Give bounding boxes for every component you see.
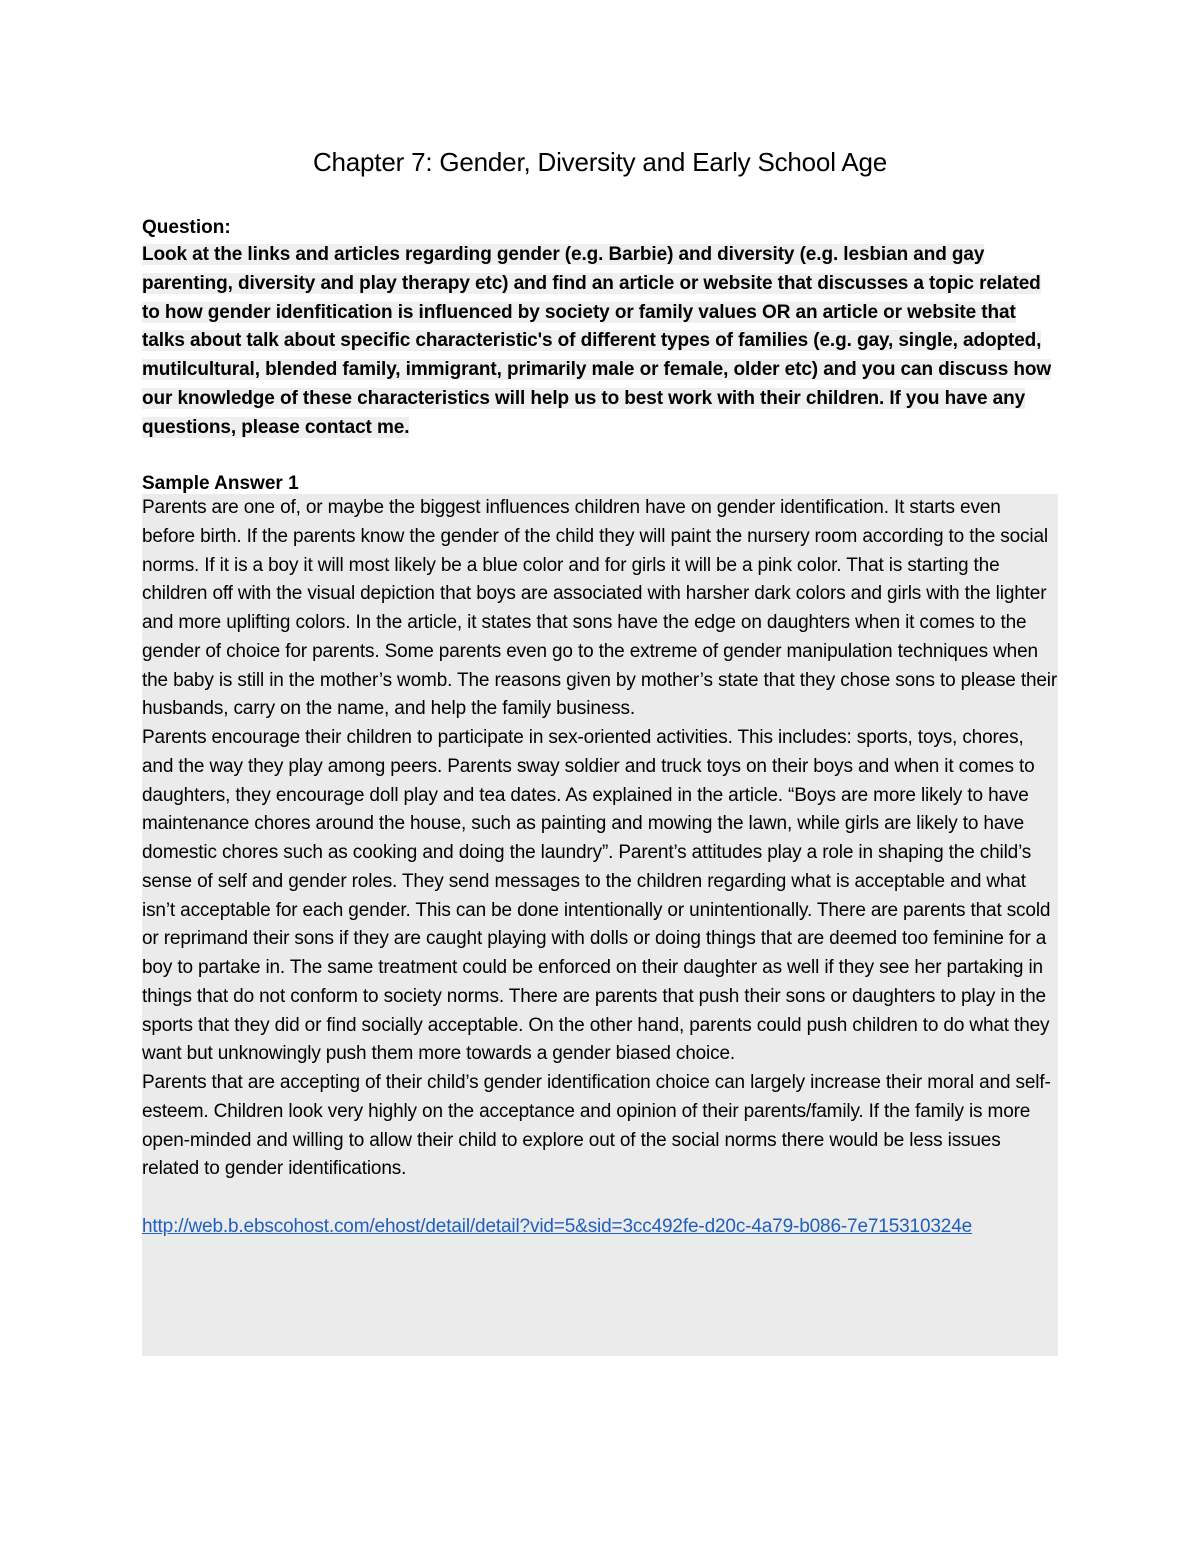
question-text-content: Look at the links and articles regarding gender (e.g. Barbie) and diversity (e.g. lesbian and gay parenting, diversity and play therapy etc) and find an article or website that discusses a topic related to how gender idenfitication is influenced by society or family values OR an article or website that talks about talk about specific characteristic's of different types of families (e.g. gay, single, adopted, mutilcultural, blended family, immigrant, primarily male or female, older etc) and you can discuss how our knowledge of these characteristics will help us to best work with their children. If you have any questions, please contact me. bbox=[142, 244, 1052, 438]
page-title: Chapter 7: Gender, Diversity and Early School Age bbox=[312, 147, 888, 177]
paragraph-spacer bbox=[142, 1184, 1058, 1213]
answer-paragraph-3: Parents that are accepting of their child’s gender identification choice can largely increase their moral and self-esteem. Children look very highly on the acceptance and opinion of their parents/family. If the family is more open-minded and willing to allow their child to explore out of the social norms there would be less issues related to gender identifications. bbox=[142, 1072, 1051, 1180]
question-text bbox=[142, 241, 1058, 442]
sample-answer-body bbox=[142, 494, 1058, 1242]
question-label: Question: bbox=[142, 217, 231, 238]
source-article-link[interactable]: http://web.b.ebscohost.com/ehost/detail/detail?vid=5&sid=3cc492fe-d20c-4a79-b086-7e715310324e bbox=[142, 1215, 973, 1237]
sample-answer-box bbox=[142, 494, 1058, 1356]
sample-answer-label: Sample Answer 1 bbox=[142, 473, 299, 494]
answer-paragraph-2: Parents encourage their children to participate in sex-oriented activities. This includes: sports, toys, chores, and the way they play among peers. Parents sway soldier and truck toys on their boys and when it comes to daughters, they encourage doll play and tea dates. As explained in the article. “Boys are more likely to have maintenance chores around the house, such as painting and mowing the lawn, while girls are likely to have domestic chores such as cooking and doing the laundry”. Parent’s attitudes play a role in shaping the child’s sense of self and gender roles. They send messages to the children regarding what is acceptable and what isn’t acceptable for each gender. This can be done intentionally or unintentionally. There are parents that scold or reprimand their sons if they are caught playing with dolls or doing things that are deemed too feminine for a boy to partake in. The same treatment could be enforced on their daughter as well if they see her partaking in things that do not conform to society norms. There are parents that push their sons or daughters to play in the sports that they did or find socially acceptable. On the other hand, parents could push children to do what they want but unknowingly push them more towards a gender biased choice. bbox=[142, 727, 1051, 1065]
answer-paragraph-1: Parents are one of, or maybe the biggest influences children have on gender identification. It starts even before birth. If the parents know the gender of the child they will paint the nursery room according to the social norms. If it is a boy it will most likely be a blue color and for girls it will be a pink color. That is starting the children off with the visual depiction that boys are associated with harsher dark colors and girls with the lighter and more uplifting colors. In the article, it states that sons have the edge on daughters when it comes to the gender of choice for parents. Some parents even go to the extreme of gender manipulation techniques when the baby is still in the mother’s womb. The reasons given by mother’s state that they chose sons to please their husbands, carry on the name, and help the family business. bbox=[142, 497, 1058, 720]
